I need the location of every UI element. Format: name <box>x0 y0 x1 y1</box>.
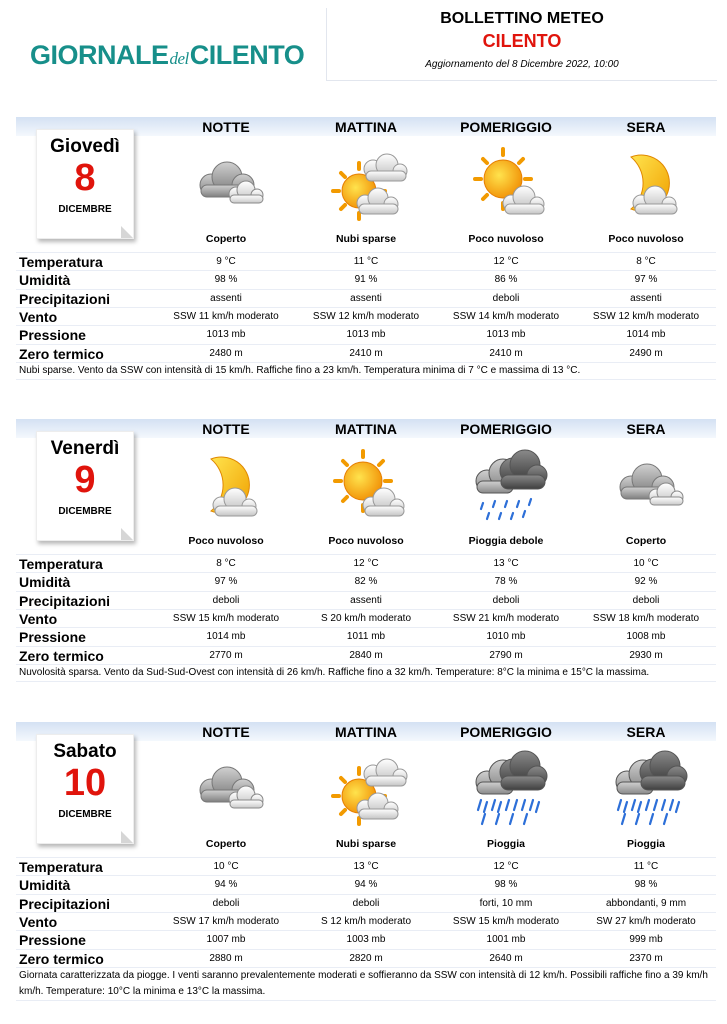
rain-icon <box>601 748 691 830</box>
date-card <box>36 129 134 239</box>
month-name: DICEMBRE <box>58 506 112 517</box>
cell-pres: 1013 mb <box>486 329 526 341</box>
cell-temp: 12 °C <box>353 558 379 569</box>
cell-hum: 86 % <box>494 274 518 286</box>
row-zero <box>16 949 716 968</box>
row-label: Vento <box>19 308 58 325</box>
day-name: Sabato <box>53 741 117 762</box>
cell-prec: deboli <box>212 594 240 606</box>
cell-pres: 1001 mb <box>486 934 526 946</box>
day-number: 8 <box>74 157 96 199</box>
cell-zero: 2880 m <box>209 952 243 964</box>
cell-pres: 1011 mb <box>346 631 386 643</box>
row-label: Umidità <box>19 877 71 894</box>
period-title: MATTINA <box>335 724 397 740</box>
cell-prec: forti, 10 mm <box>479 897 533 909</box>
cell-wind: SSW 21 km/h moderato <box>452 612 560 624</box>
page-curl <box>121 226 133 238</box>
cell-wind: SSW 12 km/h moderato <box>312 310 420 322</box>
cell-wind: SSW 11 km/h moderato <box>173 310 279 322</box>
cell-prec: deboli <box>492 292 520 304</box>
condition-label: Poco nuvoloso <box>468 233 544 245</box>
cell-zero: 2490 m <box>629 347 663 359</box>
cell-zero: 2930 m <box>629 649 663 661</box>
cell-wind: SSW 12 km/h moderato <box>592 310 700 322</box>
cell-temp: 10 °C <box>213 861 239 872</box>
page-curl <box>121 528 133 540</box>
row-prec <box>16 289 716 308</box>
cell-temp: 10 °C <box>633 558 659 569</box>
day-summary: Nubi sparse. Vento da SSW con intensità di 15 km/h. Raffiche fino a 23 km/h. Temperatura minima di 7 °C e massima di 13 °C. <box>16 362 716 380</box>
cell-wind: SSW 14 km/h moderato <box>452 310 560 322</box>
period-title: SERA <box>626 724 666 740</box>
row-hum <box>16 270 716 289</box>
cell-temp: 8 °C <box>636 256 656 267</box>
day-name: Venerdì <box>50 438 120 459</box>
cell-prec: assenti <box>210 292 242 304</box>
day-forecast-2 <box>16 419 716 683</box>
cell-prec: assenti <box>630 292 662 304</box>
condition-label: Coperto <box>205 838 247 850</box>
cell-hum: 91 % <box>354 274 378 286</box>
row-label: Precipitazioni <box>19 592 111 609</box>
cell-pres: 1008 mb <box>626 631 666 643</box>
cell-pres: 999 mb <box>629 934 663 946</box>
cell-zero: 2640 m <box>489 952 523 964</box>
row-wind <box>16 912 716 931</box>
cell-hum: 94 % <box>214 879 238 891</box>
row-label: Temperatura <box>19 859 103 875</box>
condition-label: Pioggia debole <box>468 535 544 547</box>
period-title: NOTTE <box>202 724 250 740</box>
row-label: Temperatura <box>19 556 103 572</box>
cell-pres: 1007 mb <box>206 934 246 946</box>
cell-wind: SSW 15 km/h moderato <box>452 915 560 927</box>
cell-zero: 2410 m <box>349 347 383 359</box>
row-wind <box>16 609 716 628</box>
cell-pres: 1013 mb <box>206 329 246 341</box>
row-prec <box>16 591 716 610</box>
moon-cloud-icon <box>181 445 271 527</box>
month-name: DICEMBRE <box>58 204 112 215</box>
condition-label: Pioggia <box>487 838 525 850</box>
sun-small-cloud-icon <box>461 143 551 225</box>
row-label: Zero termico <box>19 950 104 967</box>
row-label: Precipitazioni <box>19 895 111 912</box>
row-pres <box>16 930 716 949</box>
row-label: Zero termico <box>19 647 104 664</box>
cell-wind: SSW 17 km/h moderato <box>172 915 280 927</box>
condition-label: Poco nuvoloso <box>188 535 264 547</box>
sun-behind-cloud-icon <box>321 748 411 830</box>
row-label: Precipitazioni <box>19 290 111 307</box>
cell-hum: 98 % <box>494 879 518 891</box>
row-label: Vento <box>19 913 58 930</box>
cell-hum: 92 % <box>634 576 658 588</box>
day-name: Giovedì <box>50 136 120 157</box>
cell-prec: deboli <box>492 594 520 606</box>
period-title: NOTTE <box>202 421 250 437</box>
row-prec <box>16 894 716 913</box>
cell-temp: 12 °C <box>493 861 519 872</box>
cell-wind: S 12 km/h moderato <box>320 915 412 927</box>
cell-hum: 98 % <box>214 274 238 286</box>
bulletin-header <box>326 8 717 81</box>
cell-hum: 97 % <box>634 274 658 286</box>
period-title: POMERIGGIO <box>460 421 552 437</box>
row-zero <box>16 344 716 363</box>
bulletin-region: CILENTO <box>482 31 562 51</box>
sun-small-cloud-icon <box>321 445 411 527</box>
cell-zero: 2840 m <box>349 649 383 661</box>
overcast-cloud-icon <box>181 143 271 225</box>
cell-zero: 2410 m <box>489 347 523 359</box>
cell-hum: 97 % <box>214 576 238 588</box>
row-pres <box>16 325 716 344</box>
row-label: Pressione <box>19 327 86 344</box>
row-label: Pressione <box>19 629 86 646</box>
day-forecast-1 <box>16 117 716 381</box>
row-zero <box>16 646 716 665</box>
cell-zero: 2790 m <box>489 649 523 661</box>
cell-wind: S 20 km/h moderato <box>320 612 412 624</box>
row-temp <box>16 554 716 573</box>
day-summary: Giornata caratterizzata da piogge. I venti saranno prevalentemente moderati e soffieranno da SSW con intensità di 12 km/h. Possibili raffiche fino a 39 km/h km/h. Temperature: 10°C la minima e 13°C la massima. <box>16 967 716 1001</box>
row-hum <box>16 572 716 591</box>
condition-label: Coperto <box>625 535 667 547</box>
cell-hum: 78 % <box>494 576 518 588</box>
row-label: Pressione <box>19 932 86 949</box>
cell-wind: SSW 15 km/h moderato <box>172 612 280 624</box>
cell-prec: abbondanti, 9 mm <box>605 897 687 909</box>
condition-label: Nubi sparse <box>335 233 397 245</box>
cell-pres: 1010 mb <box>486 631 526 643</box>
row-hum <box>16 875 716 894</box>
cell-prec: assenti <box>350 292 382 304</box>
cell-temp: 11 °C <box>353 256 379 267</box>
condition-label: Pioggia <box>627 838 665 850</box>
cell-pres: 1014 mb <box>626 329 666 341</box>
sun-behind-cloud-icon <box>321 143 411 225</box>
condition-label: Coperto <box>205 233 247 245</box>
row-label: Temperatura <box>19 254 103 270</box>
page-curl <box>121 831 133 843</box>
period-title: MATTINA <box>335 119 397 135</box>
bulletin-title: BOLLETTINO METEO <box>440 10 604 27</box>
cell-zero: 2480 m <box>209 347 243 359</box>
cell-hum: 98 % <box>634 879 658 891</box>
cell-pres: 1013 mb <box>346 329 386 341</box>
cell-wind: SSW 18 km/h moderato <box>592 612 700 624</box>
day-summary: Nuvolosità sparsa. Vento da Sud-Sud-Ovest con intensità di 26 km/h. Raffiche fino a 32 km/h. Temperature: 8°C la minima e 15°C la massima. <box>16 664 716 682</box>
cell-temp: 13 °C <box>493 558 519 569</box>
cell-temp: 9 °C <box>216 256 236 267</box>
cell-zero: 2370 m <box>629 952 663 964</box>
cell-prec: deboli <box>212 897 240 909</box>
cell-temp: 8 °C <box>216 558 236 569</box>
cell-prec: assenti <box>350 594 382 606</box>
cell-prec: deboli <box>632 594 660 606</box>
condition-label: Poco nuvoloso <box>608 233 684 245</box>
row-wind <box>16 307 716 326</box>
cell-prec: deboli <box>352 897 380 909</box>
condition-label: Nubi sparse <box>335 838 397 850</box>
cell-wind: SW 27 km/h moderato <box>596 915 696 927</box>
light-rain-icon <box>461 445 551 527</box>
cell-temp: 11 °C <box>633 861 659 872</box>
row-label: Zero termico <box>19 345 104 362</box>
cell-pres: 1014 mb <box>206 631 246 643</box>
cell-hum: 94 % <box>354 879 378 891</box>
cell-zero: 2820 m <box>349 952 383 964</box>
period-title: MATTINA <box>335 421 397 437</box>
overcast-cloud-icon <box>181 748 271 830</box>
day-number: 9 <box>74 459 96 501</box>
cell-hum: 82 % <box>354 576 378 588</box>
cell-temp: 13 °C <box>353 861 379 872</box>
date-card <box>36 431 134 541</box>
period-title: POMERIGGIO <box>460 119 552 135</box>
cell-zero: 2770 m <box>209 649 243 661</box>
day-forecast-3 <box>16 722 716 997</box>
brand-logo: GIORNALEdelCILENTO <box>30 40 305 70</box>
date-card <box>36 734 134 844</box>
month-name: DICEMBRE <box>58 809 112 820</box>
cell-pres: 1003 mb <box>346 934 386 946</box>
period-title: SERA <box>626 421 666 437</box>
row-label: Vento <box>19 610 58 627</box>
row-temp <box>16 857 716 876</box>
overcast-cloud-icon <box>601 445 691 527</box>
day-number: 10 <box>63 762 107 804</box>
rain-icon <box>461 748 551 830</box>
condition-label: Poco nuvoloso <box>328 535 404 547</box>
row-label: Umidità <box>19 272 71 289</box>
row-pres <box>16 627 716 646</box>
moon-cloud-icon <box>601 143 691 225</box>
period-title: NOTTE <box>202 119 250 135</box>
row-temp <box>16 252 716 271</box>
cell-temp: 12 °C <box>493 256 519 267</box>
row-label: Umidità <box>19 574 71 591</box>
period-title: SERA <box>626 119 666 135</box>
period-title: POMERIGGIO <box>460 724 552 740</box>
update-timestamp: Aggiornamento del 8 Dicembre 2022, 10:00 <box>425 59 619 70</box>
